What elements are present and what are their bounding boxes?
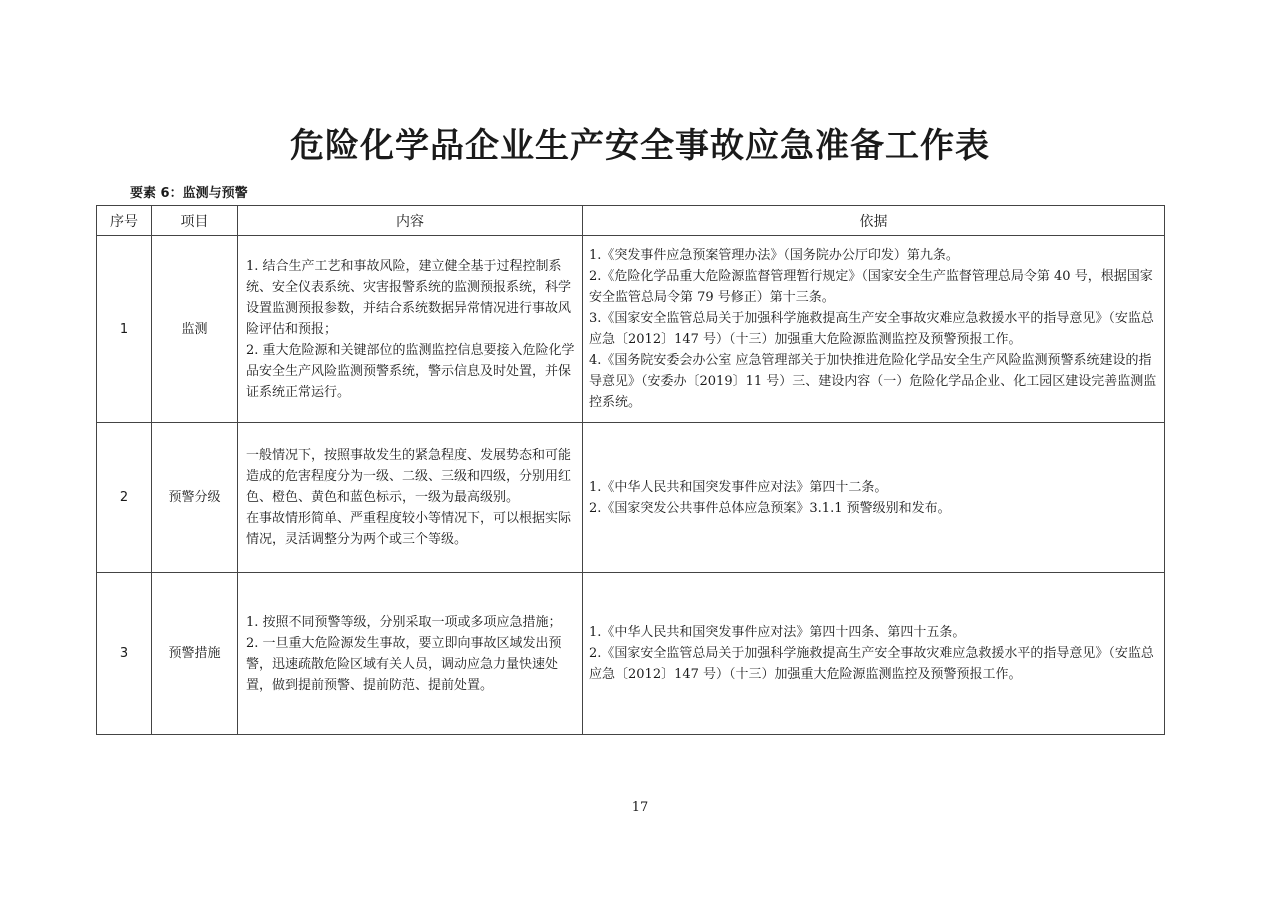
- basis-line: 2.《国家安全监管总局关于加强科学施救提高生产安全事故灾难应急救援水平的指导意见》（安监总应急〔2012〕147 号）（十三）加强重大危险源监测监控及预警预报工作。: [589, 646, 1154, 682]
- row-basis: [583, 573, 1165, 735]
- row-number: 2: [97, 423, 152, 573]
- row-number: 1: [97, 236, 152, 423]
- table-row: [97, 236, 1165, 423]
- header-item: 项目: [152, 206, 238, 236]
- table-row: [97, 573, 1165, 735]
- basis-line: 1.《中华人民共和国突发事件应对法》第四十二条。: [589, 479, 888, 495]
- content-line: 2. 重大危险源和关键部位的监测监控信息要接入危险化学品安全生产风险监测预警系统，警示信息及时处置，并保证系统正常运行。: [246, 342, 575, 400]
- row-item: 预警措施: [152, 573, 238, 735]
- content-line: 一般情况下，按照事故发生的紧急程度、发展势态和可能造成的危害程度分为一级、二级、三级和四级，分别用红色、橙色、黄色和蓝色标示，一级为最高级别。: [246, 448, 572, 505]
- page-number: 17: [631, 800, 649, 815]
- row-basis: [583, 423, 1165, 573]
- header-basis: 依据: [583, 206, 1165, 236]
- row-basis: [583, 236, 1165, 423]
- header-no: 序号: [97, 206, 152, 236]
- basis-line: 1.《突发事件应急预案管理办法》（国务院办公厅印发）第九条。: [589, 248, 959, 263]
- row-content: [238, 236, 583, 423]
- content-line: 1. 结合生产工艺和事故风险，建立健全基于过程控制系统、安全仪表系统、灾害报警系统的监测预报系统，科学设置监测预报参数，并结合系统数据异常情况进行事故风险评估和预报；: [246, 258, 572, 337]
- table-header-row: [97, 206, 1165, 236]
- basis-line: 1.《中华人民共和国突发事件应对法》第四十四条、第四十五条。: [589, 625, 966, 640]
- row-item: 监测: [152, 236, 238, 423]
- header-content: 内容: [238, 206, 583, 236]
- content-line: 1. 按照不同预警等级，分别采取一项或多项应急措施；: [246, 614, 562, 630]
- document-title: 危险化学品企业生产安全事故应急准备工作表: [290, 126, 990, 166]
- row-item: 预警分级: [152, 423, 238, 573]
- table-row: [97, 423, 1165, 573]
- basis-line: 2.《国家突发公共事件总体应急预案》3.1.1 预警级别和发布。: [589, 500, 951, 516]
- basis-line: 3.《国家安全监管总局关于加强科学施救提高生产安全事故灾难应急救援水平的指导意见》（安监总应急〔2012〕147 号）（十三）加强重大危险源监测监控及预警预报工作。: [589, 311, 1154, 347]
- content-line: 2. 一旦重大危险源发生事故，要立即向事故区域发出预警，迅速疏散危险区域有关人员，调动应急力量快速处置，做到提前预警、提前防范、提前处置。: [246, 635, 562, 693]
- row-content: [238, 573, 583, 735]
- basis-line: 2.《危险化学品重大危险源监督管理暂行规定》（国家安全生产监督管理总局令第 40 号，根据国家安全监管总局令第 79 号修正）第十三条。: [589, 269, 1153, 305]
- work-table: [96, 205, 1165, 735]
- content-line: 在事故情形简单、严重程度较小等情况下，可以根据实际情况，灵活调整分为两个或三个等级。: [246, 511, 572, 547]
- section-label: 要素 6：监测与预警: [130, 186, 248, 201]
- basis-line: 4.《国务院安委会办公室 应急管理部关于加快推进危险化学品安全生产风险监测预警系统建设的指导意见》（安委办〔2019〕11 号）三、建设内容（一）危险化学品企业、化工园区建设完善监测监控系统。: [589, 353, 1157, 410]
- row-content: [238, 423, 583, 573]
- row-number: 3: [97, 573, 152, 735]
